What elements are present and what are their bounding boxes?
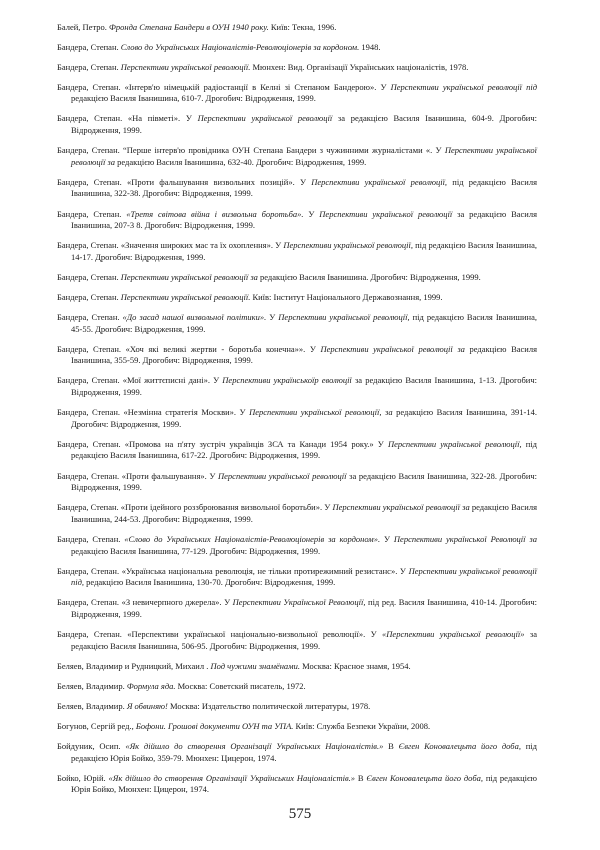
bib-entry: Бандера, Степан. «Проти ідейного роззброювання визвольної боротьби». У Перспективи української революції за редакцією Василя Іванишина, 244-53. Дрогобич: Відродження, 1999. <box>57 502 537 524</box>
bib-entry: Бойдуник, Осип. «Як дійшло до створення Організації Українських Націоналістів.» В Євген Коновалецьта його доба, під редакцією Юрія Бойко, 359-79. Мюнхен: Цицерон, 1974. <box>57 741 537 763</box>
bib-entry: Бандера, Степан. Слово до Українських Націоналістів-Революціонерів за кордоном. 1948. <box>57 41 381 52</box>
bib-entry: Бандера, Степан. «З невичерпного джерела». У Перспективи Української Революції, під ред. Василя Іванишина, 410-14. Дрогобич: Відродження, 1999. <box>57 597 537 619</box>
bib-entry: Бойко, Юрій. «Як дійшло до створення Організації Українських Націоналістів.» В Євген Коновалецьта його доба, під редакцією Юрія Бойко, Мюнхен: Цицерон, 1974. <box>57 772 537 795</box>
bib-entry: Бандера, Степан. Перспективи української революції за редакцією Василя Іванишина. Дрогобич: Відродження, 1999. <box>57 271 481 282</box>
bib-entry: Беляев, Владимир и Рудницкий, Михаил . Под чужими знамёнами. Москва: Красное знамя, 1954. <box>57 660 411 671</box>
bib-entry: Бандера, Степан. «Проти фальшування визвольних позицій». У Перспективи української революції, під редакцією Василя Іванишина, 322-38. Дрогобич: Відродження, 1999. <box>57 176 537 199</box>
bib-entry: Бандера, Степан. «Інтерв'ю німецькій радіостанції в Келні зі Степаном Бандерою». У Перспективи української революції під редакцією Василя Іванишина, 610-7. Дрогобич: Відродження, 1999. <box>57 81 537 104</box>
bib-entry: Балей, Петро. Фронда Степана Бандери в ОУН 1940 року. Київ: Текна, 1996. <box>57 21 337 32</box>
bib-entry: Бандера, Степан. «Проти фальшування». У Перспективи української революції за редакцією Василя Іванишина, 322-28. Дрогобич: Відродження, 1999. <box>57 470 537 493</box>
bib-entry: Бандера, Степан. «До засад нашої визвольної політики». У Перспективи української революції, під редакцією Василя Іванишина, 45-55. Дрогобич: Відродження, 1999. <box>57 312 537 334</box>
bib-entry: Беляев, Владимир. Формула яда. Москва: Советский писатель, 1972. <box>57 680 306 691</box>
bib-entry: Богунов, Сергій ред., Бофони. Грошові документи ОУН та УПА. Київ: Служба Безпеки України, 2008. <box>57 720 431 731</box>
bib-entry: Бандера, Степан. «Промова на п'яту зустріч українців ЗСА та Канади 1954 року.» У Перспективи української революції, під редакцією Василя Іванишина, 617-22. Дрогобич: Відродження, 1999. <box>57 438 537 461</box>
bib-entry: Бандера, Степан. «Значення широких мас та їх охоплення». У Перспективи української революції, під редакцією Василя Іванишина, 14-17. Дрогобич: Відродження, 1999. <box>57 240 537 262</box>
bib-entry: Бандера, Степан. «Незмінна стратегія Москви». У Перспективи української революції, за редакцією Василя Іванишина, 391-14. Дрогобич: Відродження, 1999. <box>57 407 538 429</box>
bib-entry: Беляев, Владимир. Я обвиняю! Москва: Издательство политической литературы, 1978. <box>57 700 371 711</box>
bib-entry: Бандера, Степан. «На півметі». У Перспективи української революції за редакцією Василя Іванишина, 604-9. Дрогобич: Відродження, 1999. <box>57 113 537 136</box>
bib-entry: Бандера, Степан. «Хоч які великі жертви - боротьба конечна»». У Перспективи української революції за редакцією Василя Іванишина, 355-59. Дрогобич: Відродження, 1999. <box>57 343 537 366</box>
bib-entry: Бандера, Степан. «Українська національна революція, не тільки протирежимний резистанс». У Перспективи української революції під, редакцією Василя Іванишина, 130-70. Дрогобич: Відродження, 1999. <box>57 565 537 588</box>
page-number: 575 <box>288 806 312 822</box>
bib-entry: Бандера, Степан. «Слово до Українських Націоналістів-Революціонерів за кордоном». У Перспективи української Революції за редакцією Василя Іванишина, 77-129. Дрогобич: Відродження, 1999. <box>57 533 537 556</box>
bib-entry: Бандера, Степан. “Перше інтерв'ю провідника ОУН Степана Бандери з чужинними журналістами «. У Перспективи української революції за редакцією Василя Іванишина, 632-40. Дрогобич: Відродження, 1999. <box>57 145 537 167</box>
bib-entry: Бандера, Степан. Перспективи української революції. Київ: Інститут Національного Державознання, 1999. <box>57 292 443 302</box>
bib-entry: Бандера, Степан. «Перспективи української національно-визвольної революції». У «Перспективи української революції» за редакцією Василя Іванишина, 506-95. Дрогобич: Відродження, 1999. <box>57 628 537 651</box>
bib-entry: Бандера, Степан. «Мої життєписні дані». У Перспективи українськоїр еволюції за редакцією Василя Іванишина, 1-13. Дрогобич: Відродження, 1999. <box>57 375 537 398</box>
bib-entry: Бандера, Степан. «Третя світова війна і визвольна боротьба». У Перспективи української революції за редакцією Василя Іванишина, 207-3 8. Дрогобич: Відродження, 1999. <box>57 208 538 231</box>
bib-entry: Бандера, Степан. Перспективи української революції. Мюнхен: Вид. Організації Українських націоналістів, 1978. <box>57 61 469 72</box>
bibliography <box>57 13 537 796</box>
